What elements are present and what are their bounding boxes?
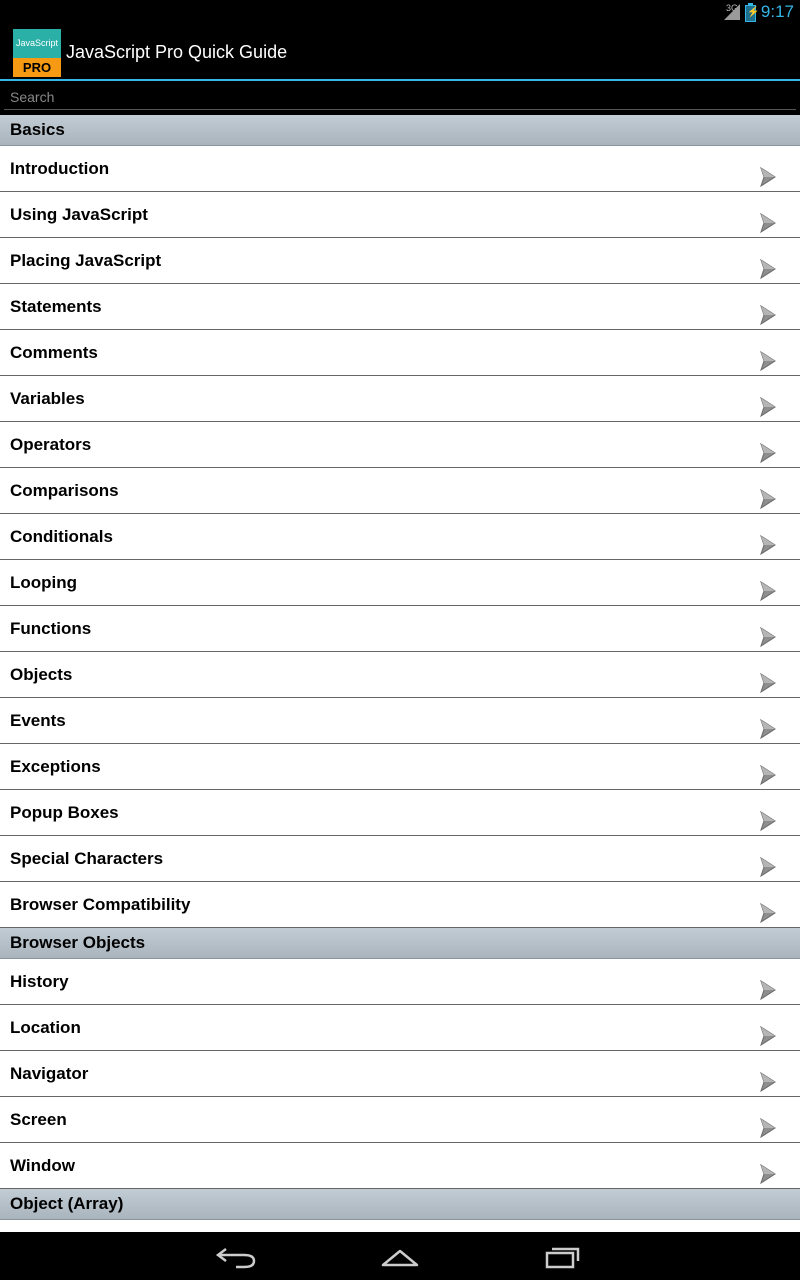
list-item[interactable] (0, 959, 800, 1005)
chevron-right-icon (758, 1156, 778, 1176)
list-item-label: Placing JavaScript (10, 251, 162, 270)
list-item[interactable] (0, 1005, 800, 1051)
chevron-right-icon (758, 389, 778, 409)
list-item-label: Navigator (10, 1064, 89, 1083)
list-item[interactable] (0, 1220, 800, 1232)
app-icon-top-text: JavaScript (13, 29, 61, 58)
clock: 9:17 (760, 2, 794, 21)
back-icon[interactable] (214, 1241, 260, 1271)
list-item-label: Introduction (10, 159, 110, 178)
list-item[interactable] (0, 514, 800, 560)
list-item-label: Window (10, 1156, 75, 1175)
list-item[interactable] (0, 192, 800, 238)
chevron-right-icon (758, 619, 778, 639)
list-item-label: Special Characters (10, 849, 164, 868)
list-item[interactable] (0, 468, 800, 514)
list-item-label: Functions (10, 619, 92, 638)
list-item[interactable] (0, 790, 800, 836)
chevron-right-icon (758, 665, 778, 685)
list-item[interactable] (0, 1051, 800, 1097)
status-bar (0, 0, 800, 25)
chevron-right-icon (758, 711, 778, 731)
chevron-right-icon (758, 803, 778, 823)
list-item-label: Exceptions (10, 757, 101, 776)
section-header: Basics (0, 115, 800, 146)
topic-list (0, 115, 800, 1232)
list-item-label: Operators (10, 435, 92, 454)
list-item[interactable] (0, 376, 800, 422)
list-item[interactable] (0, 560, 800, 606)
chevron-right-icon (758, 972, 778, 992)
list-item[interactable] (0, 146, 800, 192)
chevron-right-icon (758, 205, 778, 225)
list-item[interactable] (0, 1097, 800, 1143)
chevron-right-icon (758, 573, 778, 593)
list-item[interactable] (0, 652, 800, 698)
list-item-label: Objects (10, 665, 73, 684)
list-item[interactable] (0, 836, 800, 882)
app-icon[interactable] (13, 29, 61, 77)
list-item-label: History (10, 972, 69, 991)
chevron-right-icon (758, 527, 778, 547)
list-item-label: Using JavaScript (10, 205, 148, 224)
list-item-label: Looping (10, 573, 78, 592)
section-header: Object (Array) (0, 1189, 800, 1220)
list-item-label: Statements (10, 297, 102, 316)
chevron-right-icon (758, 343, 778, 363)
list-item-label: Popup Boxes (10, 803, 119, 822)
list-item[interactable] (0, 744, 800, 790)
list-item[interactable] (0, 238, 800, 284)
search-input[interactable] (4, 85, 796, 110)
list-item[interactable] (0, 422, 800, 468)
list-item-label: Conditionals (10, 527, 113, 546)
chevron-right-icon (758, 159, 778, 179)
list-item-label: Variables (10, 389, 85, 408)
list-item-label: Comments (10, 343, 98, 362)
chevron-right-icon (758, 1064, 778, 1084)
chevron-right-icon (758, 297, 778, 317)
chevron-right-icon (758, 757, 778, 777)
chevron-right-icon (758, 849, 778, 869)
list-item[interactable] (0, 698, 800, 744)
list-item[interactable] (0, 330, 800, 376)
section-header: Browser Objects (0, 928, 800, 959)
search-bar (0, 81, 800, 115)
battery-icon: ⚡ (745, 5, 756, 22)
chevron-right-icon (758, 1018, 778, 1038)
navigation-bar (0, 1232, 800, 1280)
list-item-label: Events (10, 711, 66, 730)
list-item[interactable] (0, 1143, 800, 1189)
list-item[interactable] (0, 284, 800, 330)
app-icon-bottom-text: PRO (13, 58, 61, 77)
list-item-label: Browser Compatibility (10, 895, 191, 914)
chevron-right-icon (758, 1110, 778, 1130)
home-icon[interactable] (377, 1241, 423, 1271)
app-title: JavaScript Pro Quick Guide (66, 42, 288, 62)
network-type: 3G (725, 3, 738, 13)
list-item-label: Location (10, 1018, 81, 1037)
list-item-label: Screen (10, 1110, 67, 1129)
list-item[interactable] (0, 882, 800, 928)
chevron-right-icon (758, 435, 778, 455)
recents-icon[interactable] (540, 1241, 586, 1271)
action-bar (0, 25, 800, 81)
signal-icon (724, 4, 740, 20)
chevron-right-icon (758, 251, 778, 271)
list-item[interactable] (0, 606, 800, 652)
chevron-right-icon (758, 481, 778, 501)
list-item-label: Comparisons (10, 481, 119, 500)
chevron-right-icon (758, 895, 778, 915)
